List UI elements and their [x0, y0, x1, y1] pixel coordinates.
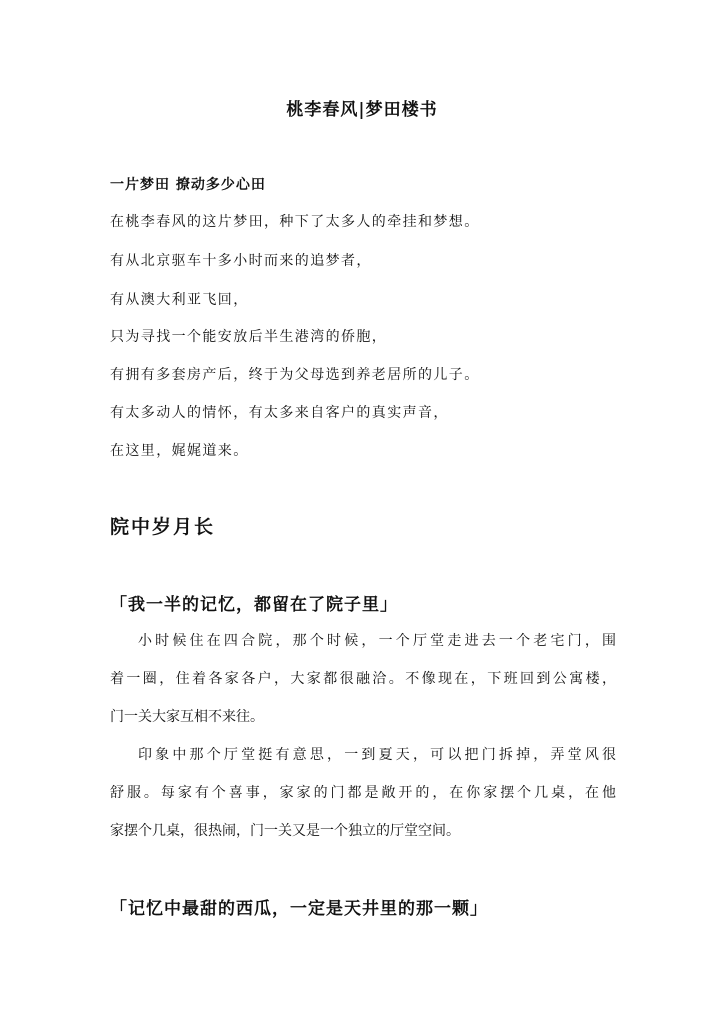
intro-line: 在这里，娓娓道来。: [110, 443, 249, 459]
paragraph-line: 舒服。每家有个喜事，家家的门都是敞开的，在你家摆个几桌，在他: [110, 785, 616, 801]
paragraph-line: 印象中那个厅堂挺有意思，一到夏天，可以把门拆掉，弄堂风很: [138, 747, 616, 763]
intro-line: 有拥有多套房产后，终于为父母选到养老居所的儿子。: [110, 367, 480, 383]
paragraph-line: 门一关大家互相不来往。: [110, 709, 264, 725]
paragraph-line: 小时候住在四合院，那个时候，一个厅堂走进去一个老宅门，围: [138, 633, 616, 649]
intro-line: 有太多动人的情怀，有太多来自客户的真实声音，: [110, 405, 449, 421]
quote-heading-watermelon: 「记忆中最甜的西瓜，一定是天井里的那一颗」: [110, 899, 488, 919]
paragraph-line: 家摆个几桌，很热闹，门一关又是一个独立的厅堂空间。: [110, 823, 460, 839]
paragraph-line: 着一圈，住着各家各户，大家都很融洽。不像现在，下班回到公寓楼，: [110, 671, 616, 687]
section-heading: 院中岁月长: [110, 516, 216, 538]
quote-heading-memory: 「我一半的记忆，都留在了院子里」: [110, 595, 398, 615]
document-title: 桃李春风|梦田楼书: [286, 100, 438, 120]
intro-subtitle: 一片梦田 撩动多少心田: [110, 177, 266, 193]
intro-line: 有从澳大利亚飞回，: [110, 292, 249, 308]
intro-line: 有从北京驱车十多小时而来的追梦者，: [110, 253, 372, 269]
intro-line: 只为寻找一个能安放后半生港湾的侨胞，: [110, 329, 388, 345]
intro-line: 在桃李春风的这片梦田，种下了太多人的牵挂和梦想。: [110, 214, 480, 230]
